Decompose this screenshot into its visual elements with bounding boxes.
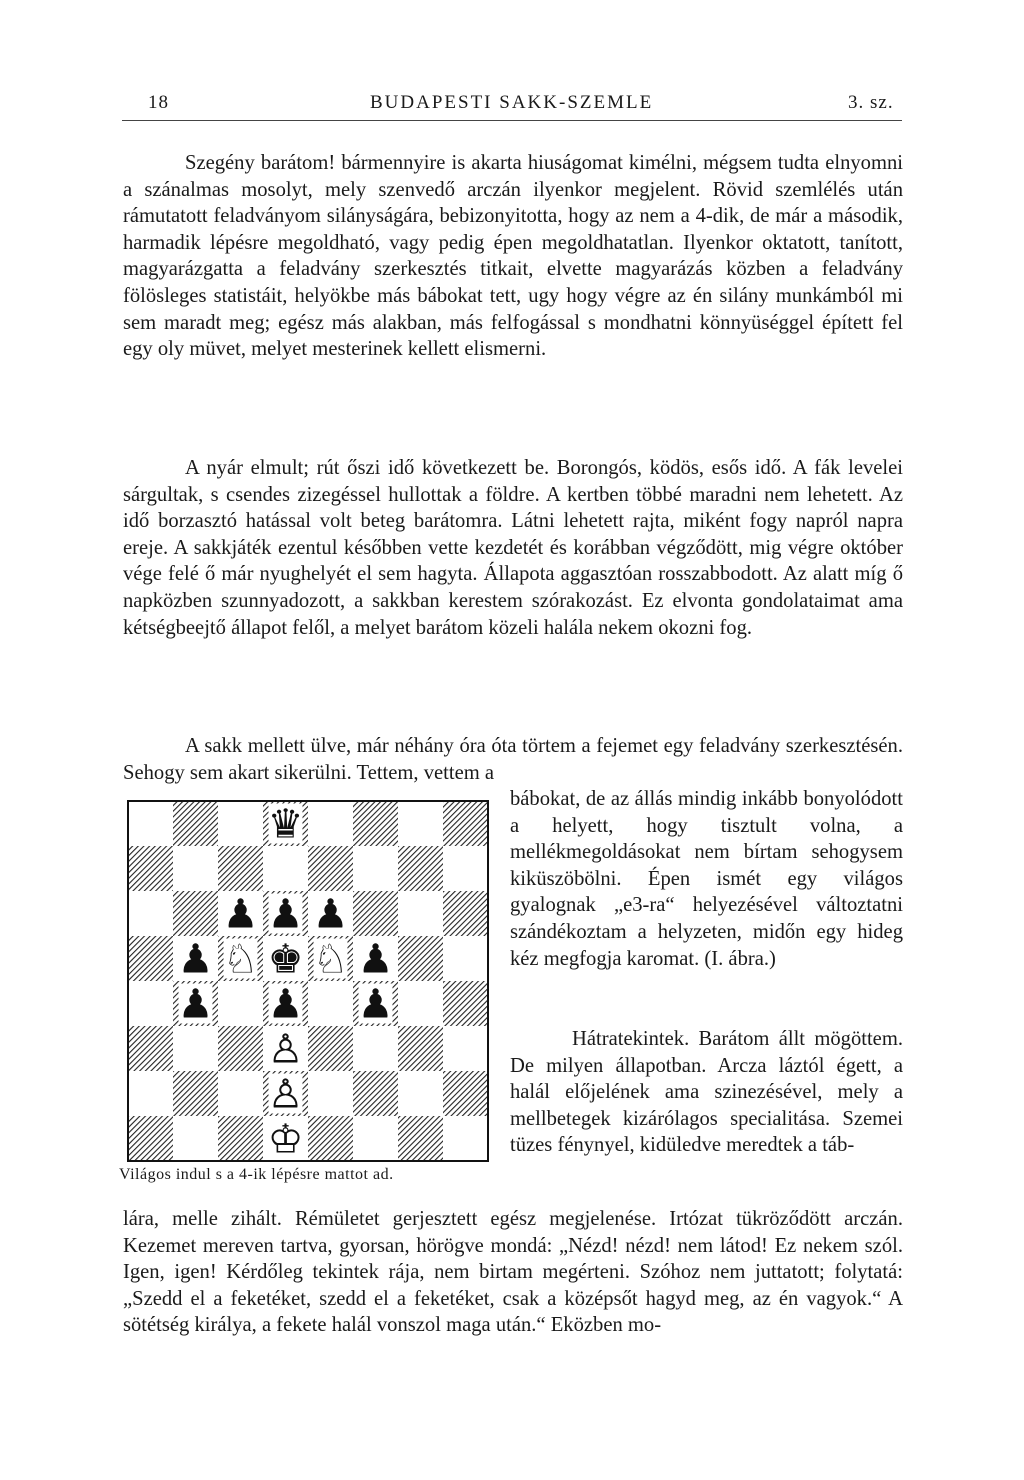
light-square [398, 801, 443, 846]
chess-piece-d2: ♙ [267, 1071, 304, 1118]
light-square [443, 936, 488, 981]
chess-piece-e5: ♘ [312, 936, 349, 983]
journal-title: BUDAPESTI SAKK-SZEMLE [370, 92, 654, 113]
dark-square [398, 1116, 443, 1161]
paragraph-5 [510, 1026, 903, 1159]
dark-square [128, 1026, 173, 1071]
chess-piece-e6: ♟ [312, 891, 349, 938]
chess-piece-c5: ♘ [222, 936, 259, 983]
running-header [122, 92, 902, 126]
dark-square [128, 846, 173, 891]
paragraph-6-text: lára, melle zihált. Rémületet gerjesztett egész megjelenése. Irtózat tükröződött arczán. Kezemet mereven tartva, gyorsan, hörögve mondá: „Nézd! nézd! nem látod! Ez nekem szól. Igen, igen! Kérdőleg tekintek rája, nem birtam megérteni. Szóhoz nem juttatott; folytatá: „Szedd el a feketéket, szedd el a feketéket, csak a középsőt hagyd meg, az én vagyok.“ A sötétség királya, a fekete halál vonszol maga után.“ Eközben mo- [123, 1208, 903, 1337]
light-square [128, 981, 173, 1026]
paragraph-3 [123, 733, 903, 786]
dark-square [398, 936, 443, 981]
dark-square [443, 981, 488, 1026]
light-square [308, 801, 353, 846]
light-square [353, 1026, 398, 1071]
chess-piece-d6: ♟ [267, 891, 304, 938]
dark-square [308, 1116, 353, 1161]
dark-square [128, 1116, 173, 1161]
chess-piece-f5: ♟ [357, 936, 394, 983]
light-square [353, 1116, 398, 1161]
paragraph-5-text: Hátratekintek. Barátom állt mögöttem. De milyen állapotban. Arcza láztól égett, a halál előjelének ama szinezésével, mely a mellbetegek kizárólagos specialitása. Szemei tüzes fénynyel, kidüledve meredtek a táb- [510, 1028, 903, 1157]
paragraph-4-text: bábokat, de az állás mindig inkább bonyolódott a helyett, hogy tisztult volna, a mellékmegoldásokat nem bírtam sehogysem kiküszöbölni. Épen ismét egy világos gyalognak „e3-ra“ helyezésével változtatni szándékoztam a helyzeten, midőn egy hideg kéz megfogja karomat. (I. ábra.) [510, 788, 903, 970]
chess-piece-d8: ♛ [267, 801, 304, 848]
dark-square [443, 801, 488, 846]
chess-piece-d3: ♙ [267, 1026, 304, 1073]
light-square [398, 1071, 443, 1116]
light-square [128, 801, 173, 846]
dark-square [218, 1026, 263, 1071]
paragraph-2 [123, 455, 903, 641]
paragraph-2-text: A nyár elmult; rút őszi idő következett be. Borongós, ködös, esős idő. A fák levelei sárgultak, s csendes zizegéssel hullottak a földre. A kertben többé maradni nem lehetett. Az idő borzasztó hatással volt beteg barátomra. Látni lehetett rajta, miként fogy napról napra ereje. A sakkjáték ezentul későbben vette kezdetét és korábban végződött, mig végre október vége felé ő már nyughelyét el sem hagyta. Állapota aggasztóan rosszabbodott. Az alatt míg ő napközben szunnyadozott, a sakkban kerestem szórakozást. Ez elvonta gondolataimat ama kétségbeejtő állapot felől, a melyet barátom közeli halála nekem okozni fog. [123, 457, 903, 639]
dark-square [308, 846, 353, 891]
light-square [308, 981, 353, 1026]
dark-square [173, 1071, 218, 1116]
light-square [353, 846, 398, 891]
dark-square [173, 801, 218, 846]
dark-square [443, 1071, 488, 1116]
chess-piece-c6: ♟ [222, 891, 259, 938]
chess-piece-f4: ♟ [357, 981, 394, 1028]
dark-square [353, 801, 398, 846]
light-square [398, 981, 443, 1026]
chess-piece-b5: ♟ [177, 936, 214, 983]
dark-square [308, 1026, 353, 1071]
light-square [218, 1071, 263, 1116]
light-square [443, 846, 488, 891]
paragraph-1-text: Szegény barátom! bármennyire is akarta hiuságomat kimélni, mégsem tudta elnyomni a szánalmas mosolyt, mely szenvedő arczán ilyenkor megjelent. Rövid szemlélés után rámutatott feladványom silányságára, bebizonyitotta, hogy az nem a 4-dik, de már a második, harmadik lépésre megoldható, vagy pedig épen megoldhatatlan. Ilyenkor oktatott, tanított, magyarázgatta a feladvány szerkesztés titkait, elvette magyarázás közben a feladvány fölösleges statistáit, helyökbe más bábokat tett, ugy hogy végre az én silány munkámból mi sem maradt meg; egész más alakban, más felfogással s mondhatni könnyüséggel épített fel egy oly müvet, melyet mesterinek kellett elismerni. [123, 152, 903, 361]
chess-piece-d1: ♔ [267, 1116, 304, 1162]
light-square [173, 1026, 218, 1071]
paragraph-1 [123, 150, 903, 363]
paragraph-6 [123, 1206, 903, 1339]
chess-diagram [127, 800, 489, 1162]
dark-square [128, 936, 173, 981]
light-square [218, 981, 263, 1026]
light-square [263, 846, 308, 891]
dark-square [353, 1071, 398, 1116]
dark-square [398, 846, 443, 891]
chess-piece-d4: ♟ [267, 981, 304, 1028]
dark-square [218, 1116, 263, 1161]
paragraph-4 [510, 786, 903, 972]
light-square [128, 1071, 173, 1116]
paragraph-3-text: A sakk mellett ülve, már néhány óra óta törtem a fejemet egy feladvány szerkesztésén. Sehogy sem akart sikerülni. Tettem, vettem a [123, 735, 903, 784]
diagram-caption: Világos indul s a 4-ik lépésre mattot ad. [119, 1166, 394, 1183]
chess-piece-b4: ♟ [177, 981, 214, 1028]
chess-board [127, 800, 489, 1162]
light-square [398, 891, 443, 936]
light-square [173, 846, 218, 891]
light-square [128, 891, 173, 936]
light-square [443, 1116, 488, 1161]
dark-square [398, 1026, 443, 1071]
light-square [443, 1026, 488, 1071]
light-square [173, 1116, 218, 1161]
issue-number: 3. sz. [848, 92, 894, 113]
dark-square [173, 891, 218, 936]
light-square [218, 801, 263, 846]
chess-piece-d5: ♚ [267, 936, 304, 983]
dark-square [353, 891, 398, 936]
dark-square [443, 891, 488, 936]
header-rule [122, 120, 902, 121]
page-number: 18 [148, 92, 169, 113]
light-square [308, 1071, 353, 1116]
dark-square [218, 846, 263, 891]
